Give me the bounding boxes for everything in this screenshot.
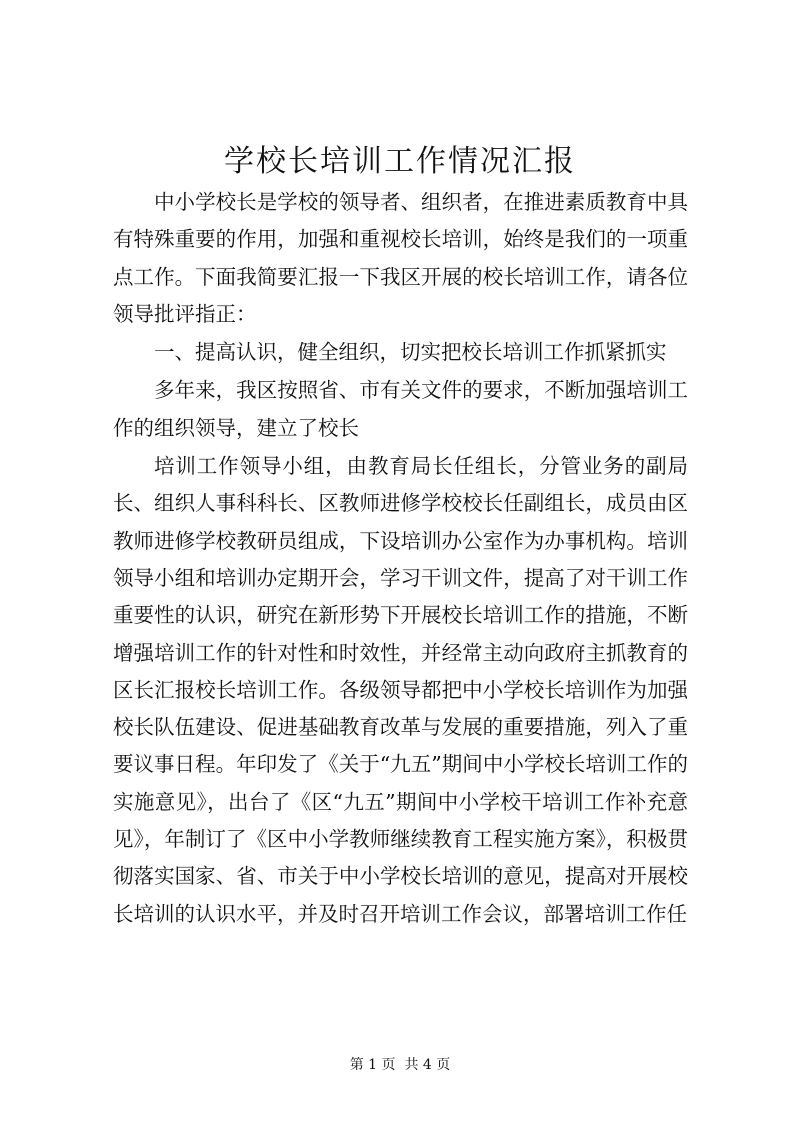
- page-number-label: 第 1 页 共 4 页: [349, 1057, 451, 1073]
- paragraph-intro: 中小学校长是学校的领导者、组织者，在推进素质教育中具有特殊重要的作用，加强和重视校长培训，始终是我们的一项重点工作。下面我简要汇报一下我区开展的校长培训工作，请各位领导批评指正：: [113, 190, 688, 326]
- page-footer: [0, 1056, 800, 1074]
- paragraph-organization: 多年来，我区按照省、市有关文件的要求，不断加强培训工作的组织领导，建立了校长: [113, 378, 688, 440]
- document-title: 学校长培训工作情况汇报: [224, 144, 576, 179]
- paragraph-leadership-group: 培训工作领导小组，由教育局长任组长，分管业务的副局长、组织人事科科长、区教师进修学校校长任副组长，成员由区教师进修学校教研员组成，下设培训办公室作为办事机构。培训领导小组和培训办定期开会，学习干训文件，提高了对干训工作重要性的认识，研究在新形势下开展校长培训工作的措施，不断增强培训工作的针对性和时效性，并经常主动向政府主抓教育的区长汇报校长培训工作。各级领导都把中小学校长培训作为加强校长队伍建设、促进基础教育改革与发展的重要措施，列入了重要议事日程。年印发了《关于“九五”期间中小学校长培训工作的实施意见》，出台了《区“九五”期间中小学校干培训工作补充意见》，年制订了《区中小学教师继续教育工程实施方案》，积极贯彻落实国家、省、市关于中小学校长培训的意见，提高对开展校长培训的认识水平，并及时召开培训工作会议，部署培训工作任: [113, 454, 688, 926]
- document-body: [113, 184, 688, 933]
- section-heading-1: 一、提高认识，健全组织，切实把校长培训工作抓紧抓实: [154, 340, 667, 365]
